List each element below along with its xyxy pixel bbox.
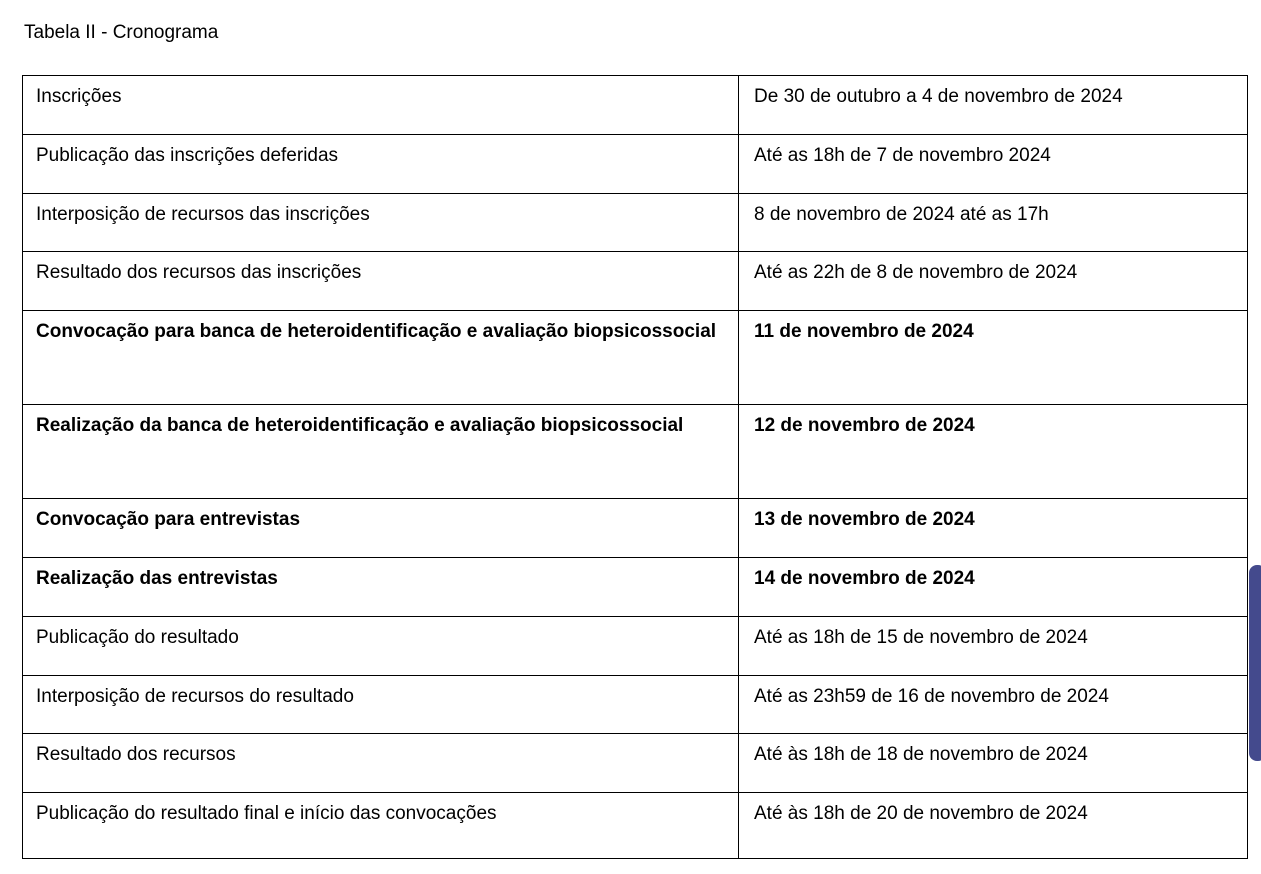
event-name-cell: Publicação das inscrições deferidas [23,135,739,194]
cronograma-table [22,75,1248,859]
event-name-cell: Publicação do resultado [23,617,739,676]
event-name-cell: Resultado dos recursos das inscrições [23,252,739,311]
event-date-cell: Até às 18h de 20 de novembro de 2024 [739,793,1248,859]
event-date-cell: De 30 de outubro a 4 de novembro de 2024 [739,76,1248,135]
page-title: Tabela II - Cronograma [24,22,219,43]
event-name-cell: Interposição de recursos das inscrições [23,194,739,252]
table-row [23,734,1248,793]
event-name-cell: Realização das entrevistas [23,558,739,617]
table-row [23,617,1248,676]
scrollbar-thumb[interactable] [1249,565,1261,761]
event-date-cell: 14 de novembro de 2024 [739,558,1248,617]
table-row [23,499,1248,558]
event-date-cell: 12 de novembro de 2024 [739,405,1248,499]
event-name-cell: Convocação para banca de heteroidentificação e avaliação biopsicossocial [23,311,739,405]
event-date-cell: Até as 23h59 de 16 de novembro de 2024 [739,676,1248,734]
event-date-cell: Até as 22h de 8 de novembro de 2024 [739,252,1248,311]
table-row [23,558,1248,617]
table-row [23,405,1248,499]
event-date-cell: Até as 18h de 15 de novembro de 2024 [739,617,1248,676]
event-name-cell: Resultado dos recursos [23,734,739,793]
event-date-cell: 13 de novembro de 2024 [739,499,1248,558]
table-row [23,311,1248,405]
event-name-cell: Convocação para entrevistas [23,499,739,558]
table-row [23,676,1248,734]
table-row [23,194,1248,252]
event-date-cell: 11 de novembro de 2024 [739,311,1248,405]
event-name-cell: Interposição de recursos do resultado [23,676,739,734]
table-row [23,76,1248,135]
event-name-cell: Realização da banca de heteroidentificação e avaliação biopsicossocial [23,405,739,499]
event-name-cell: Inscrições [23,76,739,135]
event-date-cell: Até as 18h de 7 de novembro 2024 [739,135,1248,194]
table-row [23,793,1248,859]
event-date-cell: 8 de novembro de 2024 até as 17h [739,194,1248,252]
event-name-cell: Publicação do resultado final e início das convocações [23,793,739,859]
table-row [23,135,1248,194]
event-date-cell: Até às 18h de 18 de novembro de 2024 [739,734,1248,793]
table-row [23,252,1248,311]
